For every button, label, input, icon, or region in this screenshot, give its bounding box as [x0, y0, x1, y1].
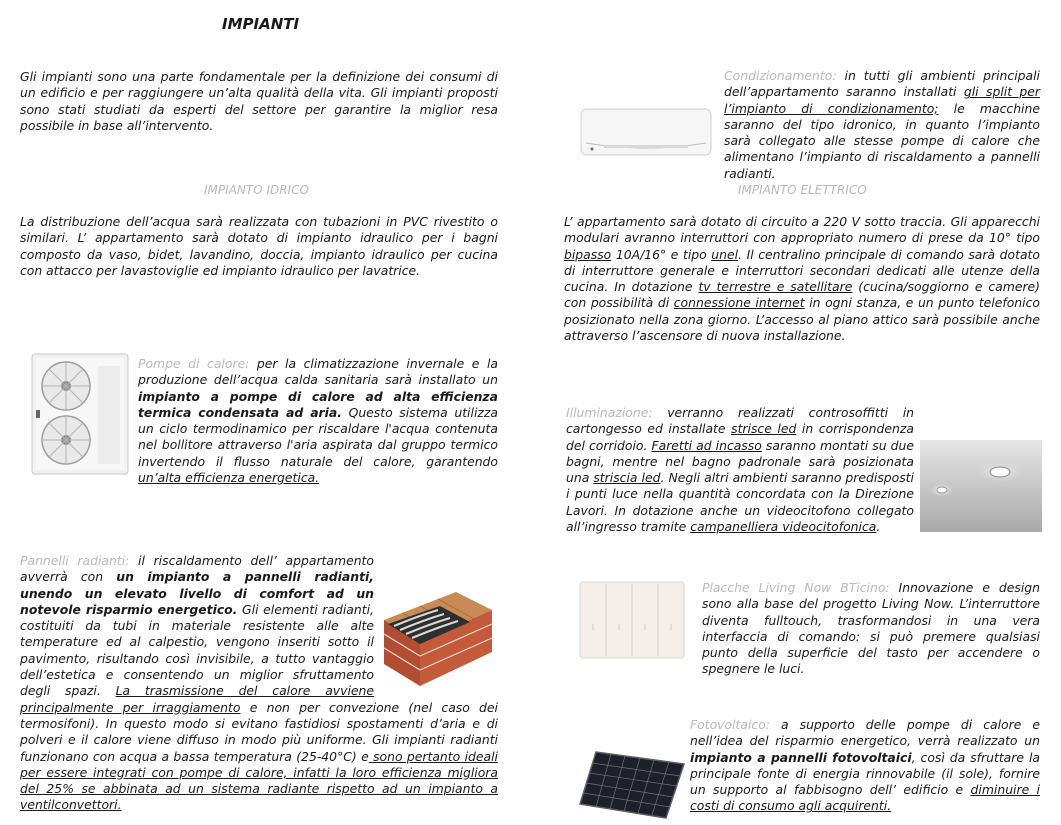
- illuminazione-underline-3: striscia led: [593, 470, 661, 486]
- illuminazione-text-1: verranno realizzati controsoffitti in cartongesso ed installate: [566, 405, 914, 437]
- fotovoltaico-text-2: , così da sfruttare la principale fonte di energia rinnovabile (il sole), fornire un supporto al fabbisogno dell’ edificio e: [690, 749, 1040, 798]
- condizionamento-paragraph: [564, 68, 1040, 182]
- fotovoltaico-underline: diminuire i costi di consumo agli acquirenti.: [690, 782, 1040, 814]
- elettrico-text-3: . Il centralino principale di comando sarà dotato di interruttore generale e interruttori secondari dedicati alle utenze della cucina. In dotazione: [564, 246, 1040, 295]
- placche-label: Placche Living Now BTicino:: [702, 580, 890, 595]
- pompe-paragraph: [28, 356, 498, 486]
- pompe-text-2: Questo sistema utilizza un ciclo termodinamico per riscaldare l'acqua contenuta nel bollitore attraverso l'aria aspirata dal gruppo termico invertendo il flusso naturale del calore, garantendo: [138, 404, 498, 469]
- elettrico-text-2: 10A/16° e tipo: [611, 246, 712, 262]
- fotovoltaico-label: Fotovoltaico:: [690, 717, 770, 732]
- pompe-highlight: impianto a pompe di calore ad alta efficienza termica condensata ad aria.: [138, 388, 498, 420]
- pannelli-paragraph: [20, 553, 498, 814]
- pannelli-underline-2: sono pertanto ideali per essere integrati con pompe di calore, infatti la loro efficienza migliora del 25% se abbinata ad un sistema radiante rispetto ad un impianto a ventilconvettori.: [20, 748, 498, 813]
- section-heading-elettrico: IMPIANTO ELETTRICO: [738, 183, 867, 197]
- illuminazione-underline-4: campanelliera videocitofonica: [690, 519, 877, 535]
- illuminazione-label: Illuminazione:: [566, 405, 653, 420]
- condizionamento-underline: gli split per l’impianto di condizionamento;: [724, 84, 1041, 116]
- illuminazione-text-5: .: [876, 519, 881, 535]
- elettrico-underline-1: bipasso: [564, 246, 612, 262]
- fotovoltaico-highlight: impianto a pannelli fotovoltaici: [690, 749, 912, 765]
- fotovoltaico-text-1: a supporto delle pompe di calore e nell’idea del risparmio energetico, verrà realizzato un: [690, 717, 1040, 749]
- section-heading-idrico: IMPIANTO IDRICO: [204, 183, 309, 197]
- pompe-underline: un’alta efficienza energetica.: [138, 470, 320, 486]
- pannelli-label: Pannelli radianti:: [20, 553, 130, 568]
- illuminazione-paragraph: [566, 405, 1040, 535]
- illuminazione-underline-1: strisce led: [731, 421, 797, 437]
- pannelli-highlight: un impianto a pannelli radianti, unendo un elevato livello di comfort ad un notevole risparmio energetico.: [20, 569, 374, 617]
- switch-plates-image: [578, 580, 686, 660]
- condizionamento-text-1: in tutti gli ambienti principali dell’appartamento saranno installati: [724, 68, 1040, 100]
- elettrico-paragraph: [564, 214, 1040, 344]
- placche-text: Innovazione e design sono alla base del progetto Living Now. L’interruttore diventa fulltouch, trasformandosi in una vera interfaccia di comando: si può premere qualsiasi punto della superficie del tasto per accendere o spegnere le luci.: [702, 580, 1040, 677]
- intro-paragraph: Gli impianti sono una parte fondamentale per la definizione dei consumi di un edificio e per raggiungere un’alta qualità della vita. Gli impianti proposti sono stati studiati da esperti del settore per garantire la miglior resa possibile in base all’intervento.: [20, 69, 498, 133]
- pannelli-text-2: Gli elementi radianti, costituiti da tubi in materiale resistente alle alte temperature ed al calpestio, vengono inseriti sotto il pavimento, risultando così invisibile, a tutto vantaggio dell’estetica e consentendo un miglior sfruttamento degli spazi.: [20, 601, 374, 699]
- pannelli-text-1: il riscaldamento dell’ appartamento avverrà con: [20, 553, 374, 585]
- idrico-paragraph: La distribuzione dell’acqua sarà realizzata con tubazioni in PVC rivestito o similari. L’ appartamento sarà dotato di impianto idraulico per i bagni composto da vaso, bidet, lavandino, doccia, impianto idraulico per cucina con attacco per lavastoviglie ed impianto idraulico per lavatrice.: [20, 214, 498, 278]
- elettrico-text-5: in ogni stanza, e un punto telefonico posizionato nella zona giorno. L’accesso al piano attico sarà possibile anche attraverso l’ascensore di nuova installazione.: [564, 295, 1040, 344]
- illuminazione-text-4: . Negli altri ambienti saranno predisposti i punti luce nella quantità concordata con la Direzione Lavori. In dotazione anche un videocitofono collegato all’ingresso tramite: [566, 470, 914, 535]
- condizionamento-text-2: le macchine saranno del tipo idronico, in quanto l’impianto sarà collegato alle stesse pompe di calore che alimentano l’impianto di riscaldamento a pannelli radianti.: [724, 100, 1040, 181]
- fotovoltaico-paragraph: [564, 717, 1040, 815]
- elettrico-underline-2: unel: [711, 246, 739, 262]
- illuminazione-text-2: in corrispondenza del corridoio.: [566, 421, 914, 453]
- pompe-text-1: per la climatizzazione invernale e la produzione dell’acqua calda sanitaria sarà installato un: [138, 356, 498, 388]
- pannelli-text-3: e non per convezione (nel caso dei termosifoni). In questo modo si evitano fastidiosi spostamenti d’aria e di polveri e il calore viene diffuso in modo più uniforme. Gli impianti radianti funzionano con acqua a bassa temperatura (25-40°C) e: [20, 699, 498, 764]
- switch-plates-icon: [578, 580, 686, 660]
- elettrico-text-4: (cucina/soggiorno e camere) con possibilità di: [564, 279, 1041, 311]
- elettrico-underline-4: connessione internet: [673, 295, 805, 311]
- illuminazione-text-3: saranno montati su due bagni, mentre nel bagno padronale sarà posizionata una: [566, 437, 914, 486]
- pompe-label: Pompe di calore:: [138, 356, 250, 371]
- illuminazione-underline-2: Faretti ad incasso: [651, 437, 762, 453]
- pannelli-underline-1: La trasmissione del calore avviene principalmente per irraggiamento: [20, 683, 374, 715]
- elettrico-underline-3: tv terrestre e satellitare: [698, 279, 853, 295]
- page-title: IMPIANTI: [222, 15, 300, 33]
- placche-paragraph: [702, 580, 1040, 678]
- condizionamento-label: Condizionamento:: [724, 68, 837, 83]
- elettrico-text-1: L’ appartamento sarà dotato di circuito a 220 V sotto traccia. Gli apparecchi modulari avranno interruttori con appropriato numero di prese da 10° tipo: [564, 214, 1040, 246]
